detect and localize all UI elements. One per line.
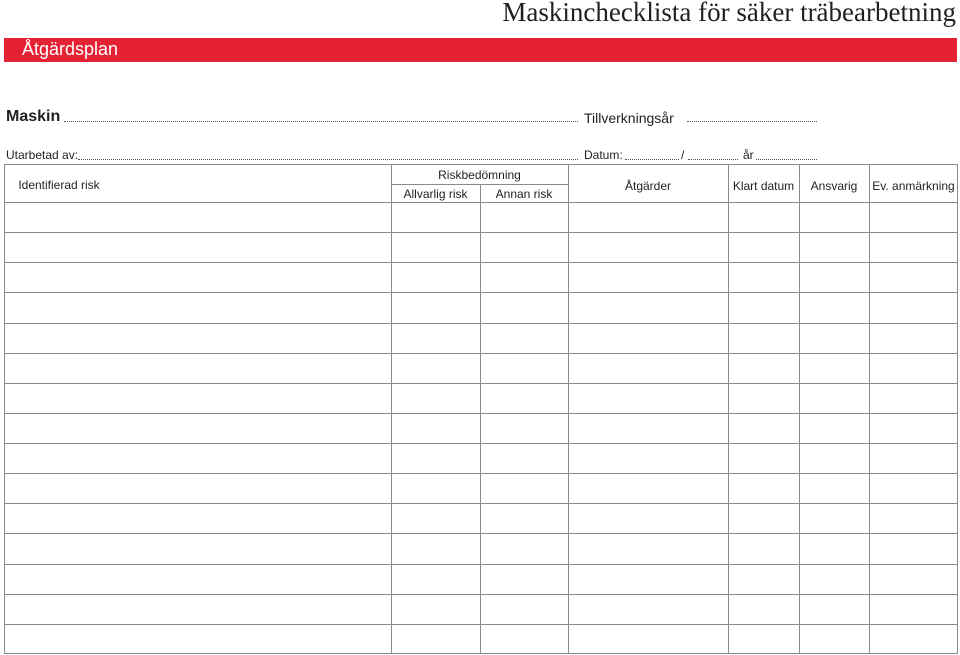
manufacture-year-label: Tillverkningsår	[584, 110, 674, 126]
action-plan-table	[4, 164, 958, 654]
col-divider	[480, 184, 481, 654]
table-row[interactable]	[4, 353, 958, 354]
table-row[interactable]	[4, 262, 958, 263]
header-completed-date: Klart datum	[732, 179, 795, 193]
header-responsible: Ansvarig	[810, 179, 858, 193]
table-row[interactable]	[4, 624, 958, 625]
header-identified-risk: Identifierad risk	[18, 178, 100, 192]
col-divider	[568, 164, 569, 654]
date-year-label: år	[743, 148, 754, 162]
col-divider	[728, 164, 729, 654]
prepared-by-field[interactable]	[78, 159, 578, 160]
table-row[interactable]	[4, 383, 958, 384]
date-day-field[interactable]	[625, 159, 679, 160]
header-serious-risk: Allvarlig risk	[403, 187, 468, 201]
header-actions: Åtgärder	[624, 179, 672, 193]
machine-field[interactable]	[64, 121, 578, 122]
col-divider	[799, 164, 800, 654]
date-label: Datum:	[584, 148, 623, 162]
header-other-risk: Annan risk	[495, 187, 553, 201]
section-title: Åtgärdsplan	[22, 39, 119, 59]
table-row[interactable]	[4, 564, 958, 565]
table-row[interactable]	[4, 473, 958, 474]
document-title: Maskinchecklista för säker träbearbetning	[502, 0, 956, 27]
table-row[interactable]	[4, 594, 958, 595]
date-year-field[interactable]	[756, 159, 817, 160]
table-row[interactable]	[4, 292, 958, 293]
section-banner	[4, 38, 957, 62]
manufacture-year-field[interactable]	[687, 121, 817, 122]
date-separator: /	[681, 148, 685, 162]
date-month-field[interactable]	[688, 159, 738, 160]
col-divider	[869, 164, 870, 654]
header-remarks: Ev. anmärkning	[872, 179, 955, 193]
table-row[interactable]	[4, 503, 958, 504]
table-row[interactable]	[4, 533, 958, 534]
col-divider	[391, 164, 392, 654]
prepared-by-label: Utarbetad av:	[6, 148, 79, 162]
table-row[interactable]	[4, 232, 958, 233]
table-row[interactable]	[4, 323, 958, 324]
table-row[interactable]	[4, 202, 958, 203]
header-risk-assessment: Riskbedömning	[438, 168, 521, 182]
table-row[interactable]	[4, 413, 958, 414]
table-row[interactable]	[4, 443, 958, 444]
machine-label: Maskin	[6, 108, 61, 125]
subheader-divider	[391, 184, 568, 185]
